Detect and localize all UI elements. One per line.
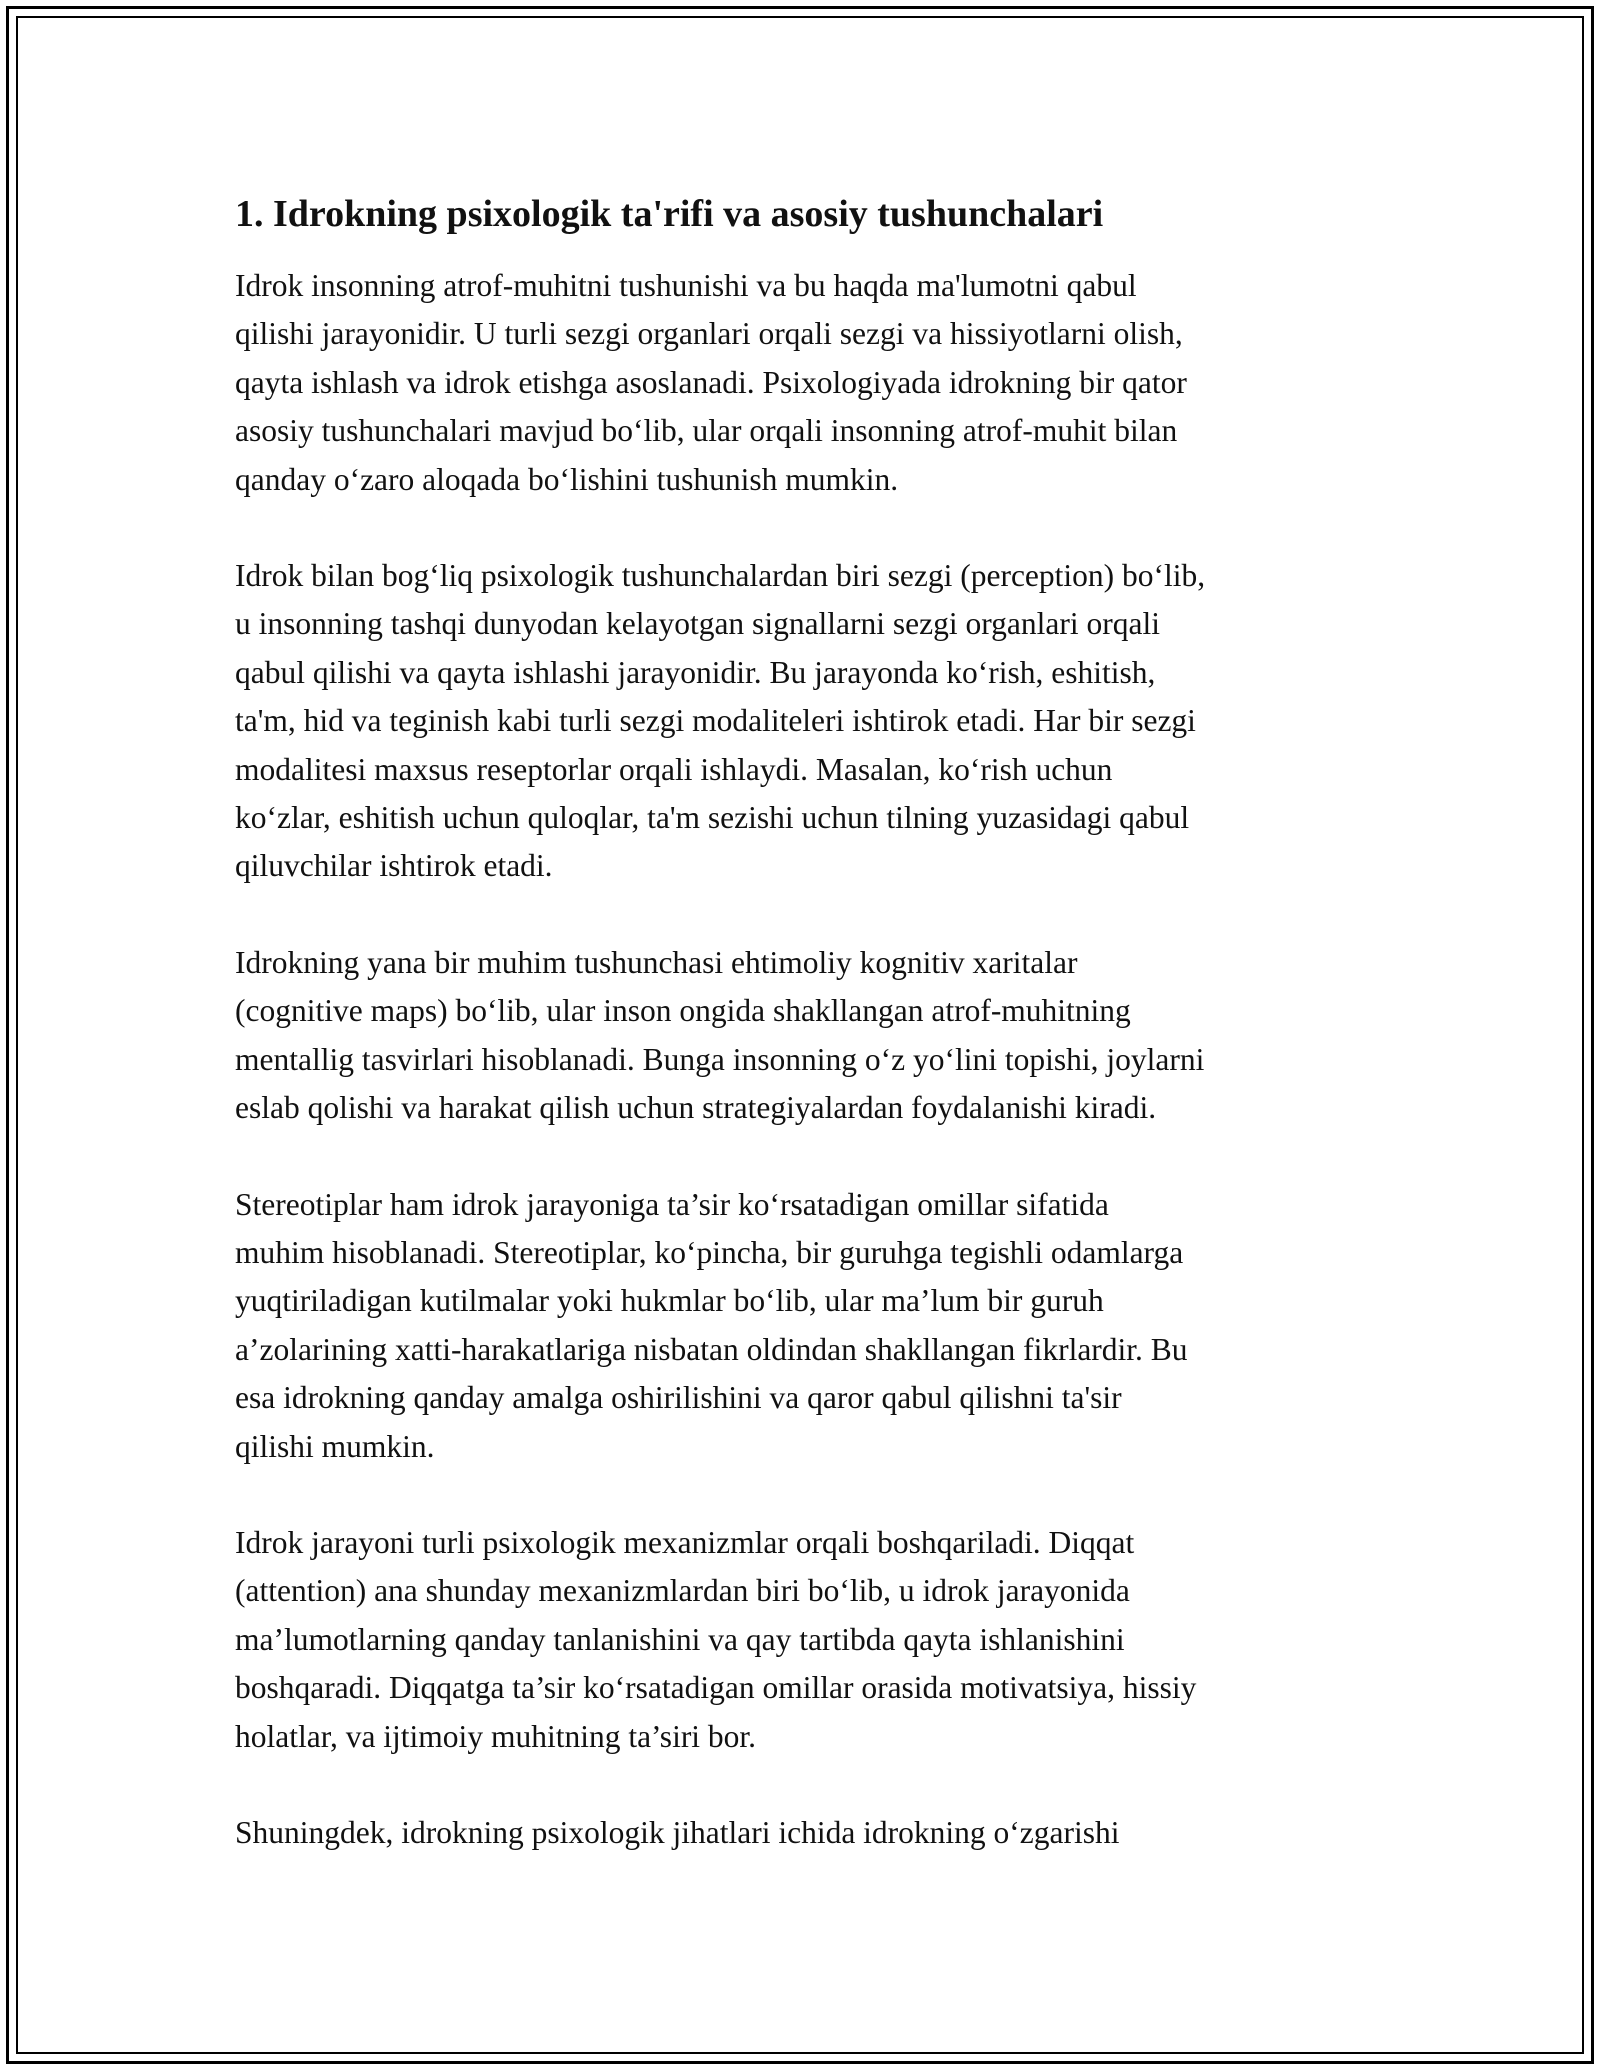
text-line: ko‘zlar, eshitish uchun quloqlar, ta'm sezishi uchun tilning yuzasidagi qabul [235,800,1190,836]
section-heading: 1. Idrokning psixologik ta'rifi va asosiy tushunchalari [235,193,1104,235]
text-line: qabul qilishi va qayta ishlashi jarayonidir. Bu jarayonda ko‘rish, eshitish, [235,654,1156,690]
document-body [235,188,1385,1905]
text-line: Idrok jarayoni turli psixologik mexanizmlar orqali boshqariladi. Diqqat [235,1524,1135,1560]
text-line: yuqtiriladigan kutilmalar yoki hukmlar bo‘lib, ular ma’lum bir guruh [235,1283,1104,1319]
text-line: qilishi mumkin. [235,1428,435,1464]
text-line: ma’lumotlarning qanday tanlanishini va qay tartibda qayta ishlanishini [235,1621,1125,1657]
paragraph-5 [235,1519,1385,1761]
text-line: qilishi jarayonidir. U turli sezgi organlari orqali sezgi va hissiyotlarni olish, [235,316,1183,352]
text-line: holatlar, va ijtimoiy muhitning ta’siri bor. [235,1718,757,1754]
paragraph-1 [235,262,1385,504]
paragraph-3 [235,939,1385,1133]
text-line: a’zolarining xatti-harakatlariga nisbatan oldindan shakllangan fikrlardir. Bu [235,1331,1188,1367]
text-line: asosiy tushunchalari mavjud bo‘lib, ular orqali insonning atrof-muhit bilan [235,413,1178,449]
paragraph-6 [235,1809,1385,1857]
paragraph-4 [235,1181,1385,1471]
text-line: Idrok bilan bog‘liq psixologik tushunchalardan biri sezgi (perception) bo‘lib, [235,558,1206,594]
text-line: esa idrokning qanday amalga oshirilishini va qaror qabul qilishni ta'sir [235,1380,1122,1416]
text-line: boshqaradi. Diqqatga ta’sir ko‘rsatadigan omillar orasida motivatsiya, hissiy [235,1670,1197,1706]
text-line: qayta ishlash va idrok etishga asoslanadi. Psixologiyada idrokning bir qator [235,364,1187,400]
text-line: modalitesi maxsus reseptorlar orqali ishlaydi. Masalan, ko‘rish uchun [235,751,1113,787]
text-line: Shuningdek, idrokning psixologik jihatlari ichida idrokning o‘zgarishi [235,1814,1120,1850]
text-line: Idrokning yana bir muhim tushunchasi ehtimoliy kognitiv xaritalar [235,944,1078,980]
text-line: eslab qolishi va harakat qilish uchun strategiyalardan foydalanishi kiradi. [235,1090,1157,1126]
text-line: ta'm, hid va teginish kabi turli sezgi modaliteleri ishtirok etadi. Har bir sezgi [235,703,1196,739]
text-line: qanday o‘zaro aloqada bo‘lishini tushunish mumkin. [235,461,899,497]
text-line: muhim hisoblanadi. Stereotiplar, ko‘pincha, bir guruhga tegishli odamlarga [235,1234,1184,1270]
paragraph-2 [235,552,1385,891]
text-line: Stereotiplar ham idrok jarayoniga ta’sir ko‘rsatadigan omillar sifatida [235,1186,1109,1222]
text-line: (cognitive maps) bo‘lib, ular inson ongida shakllangan atrof-muhitning [235,993,1131,1029]
text-line: u insonning tashqi dunyodan kelayotgan signallarni sezgi organlari orqali [235,606,1160,642]
text-line: qiluvchilar ishtirok etadi. [235,848,553,884]
text-line: (attention) ana shunday mexanizmlardan biri bo‘lib, u idrok jarayonida [235,1573,1130,1609]
text-line: Idrok insonning atrof-muhitni tushunishi va bu haqda ma'lumotni qabul [235,268,1137,303]
text-line: mentallig tasvirlari hisoblanadi. Bunga insonning o‘z yo‘lini topishi, joylarni [235,1041,1205,1077]
